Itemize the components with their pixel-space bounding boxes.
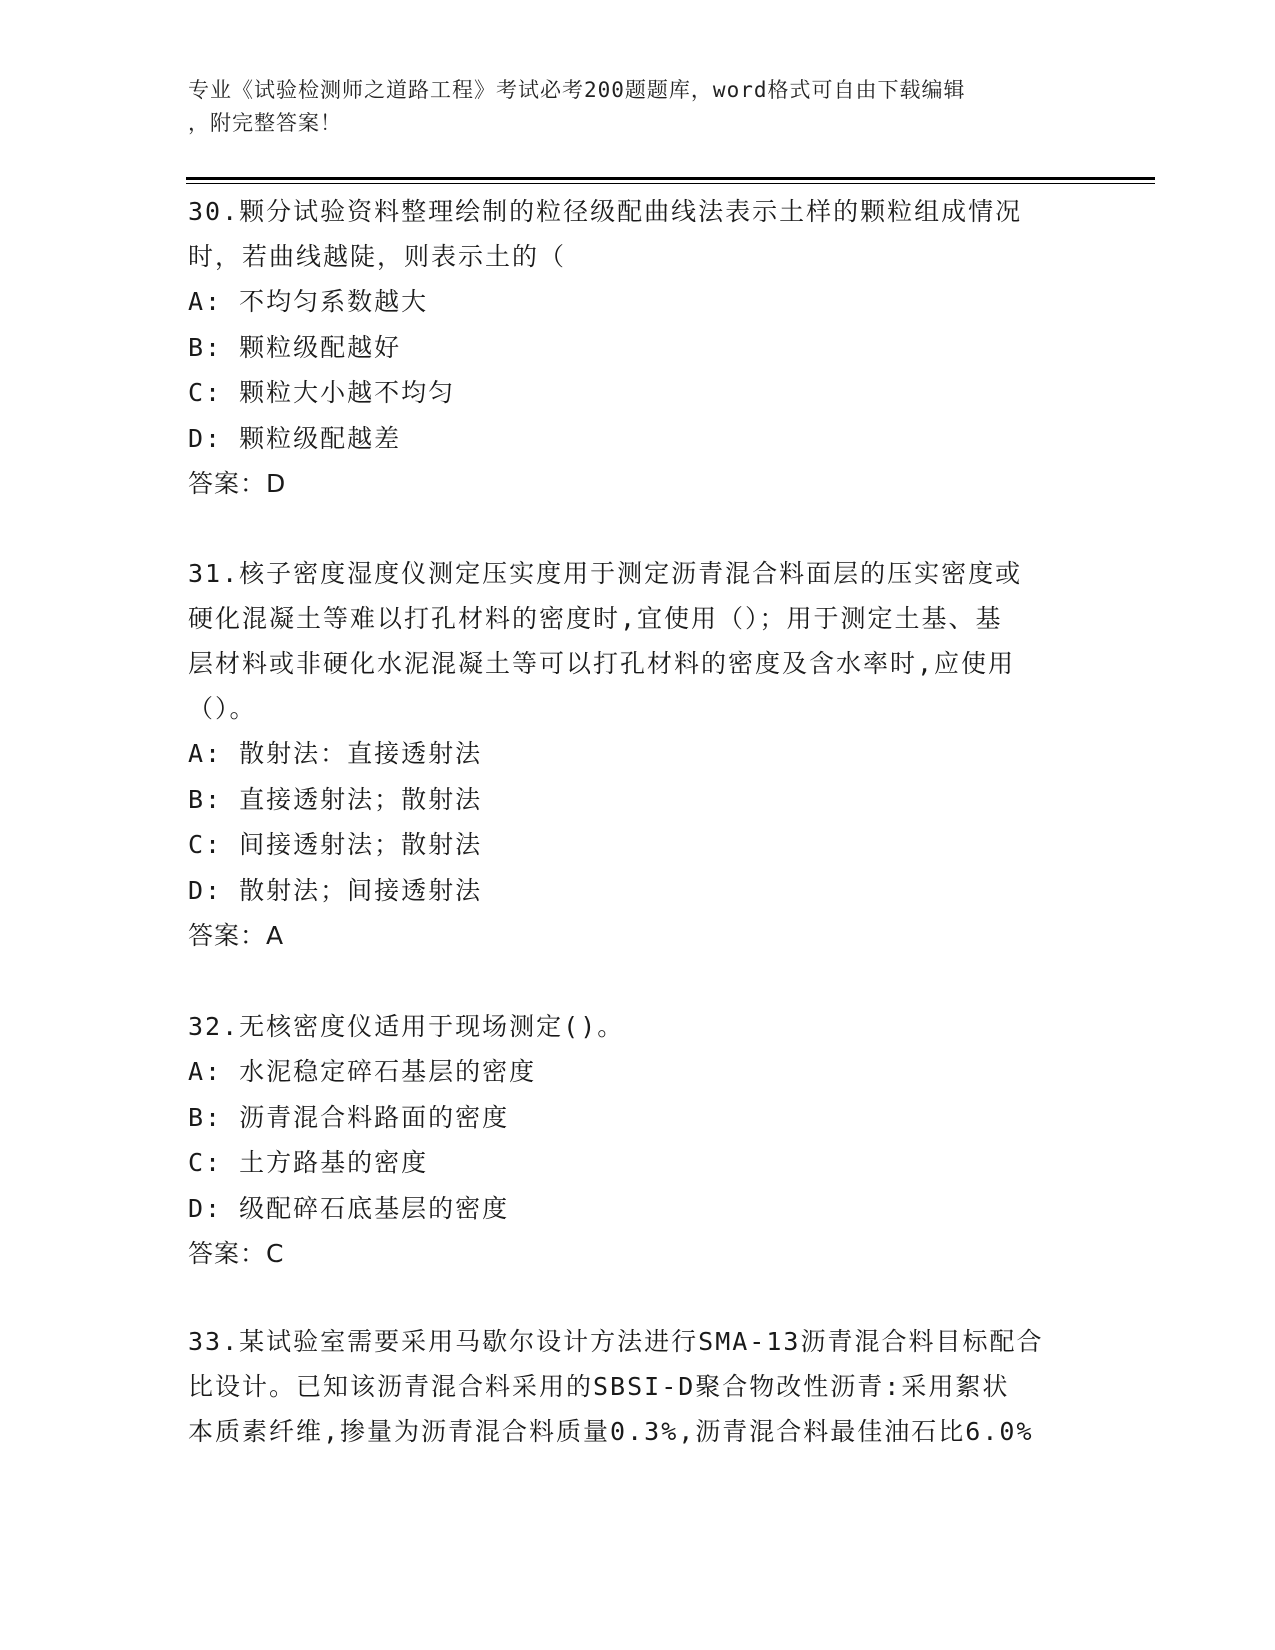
answer-line: 答案：D (188, 469, 287, 498)
question-stem-line: 33.某试验室需要采用马歇尔设计方法进行SMA-13沥青混合料目标配合 (188, 1327, 1044, 1356)
option-c: C: 颗粒大小越不均匀 (188, 378, 456, 407)
option-a: A: 不均匀系数越大 (188, 287, 429, 316)
document-header (188, 74, 1068, 140)
question-32 (188, 1004, 1068, 1276)
header-line: ，附完整答案！ (188, 111, 342, 135)
question-33 (188, 1319, 1068, 1454)
question-stem-line: 本质素纤维,掺量为沥青混合料质量0.3%,沥青混合料最佳油石比6.0% (188, 1417, 1034, 1446)
option-c: C: 土方路基的密度 (188, 1148, 429, 1177)
option-d: D: 级配碎石底基层的密度 (188, 1193, 510, 1223)
question-stem-line: （）。 (188, 694, 257, 723)
option-a: A: 散射法：直接透射法 (188, 739, 483, 768)
question-stem-line: 硬化混凝土等难以打孔材料的密度时,宜使用（）；用于测定土基、基 (188, 604, 1003, 633)
option-d: D: 散射法；间接透射法 (188, 875, 483, 905)
question-stem-line: 层材料或非硬化水泥混凝土等可以打孔材料的密度及含水率时,应使用 (188, 649, 1016, 678)
header-divider-thin (186, 183, 1155, 184)
answer-line: 答案：A (188, 921, 285, 950)
option-a: A: 水泥稳定碎石基层的密度 (188, 1057, 537, 1086)
option-d: D: 颗粒级配越差 (188, 423, 402, 453)
question-30 (188, 189, 1068, 506)
question-stem-line: 30.颗分试验资料整理绘制的粒径级配曲线法表示土样的颗粒组成情况 (188, 197, 1023, 226)
question-stem-line: 32.无核密度仪适用于现场测定()。 (188, 1012, 625, 1041)
option-b: B: 沥青混合料路面的密度 (188, 1102, 510, 1132)
option-c: C: 间接透射法；散射法 (188, 830, 483, 859)
question-stem-line: 比设计。已知该沥青混合料采用的SBSI-D聚合物改性沥青:采用絮状 (188, 1372, 1010, 1401)
option-b: B: 颗粒级配越好 (188, 332, 402, 362)
header-line: 专业《试验检测师之道路工程》考试必考200题题库，word格式可自由下载编辑 (188, 78, 966, 102)
header-divider-thick (186, 177, 1155, 180)
question-31 (188, 551, 1068, 958)
option-b: B: 直接透射法；散射法 (188, 784, 483, 814)
question-stem-line: 时，若曲线越陡，则表示土的（ (188, 242, 567, 271)
answer-line: 答案：C (188, 1239, 285, 1268)
question-stem-line: 31.核子密度湿度仪测定压实度用于测定沥青混合料面层的压实密度或 (188, 559, 1023, 588)
